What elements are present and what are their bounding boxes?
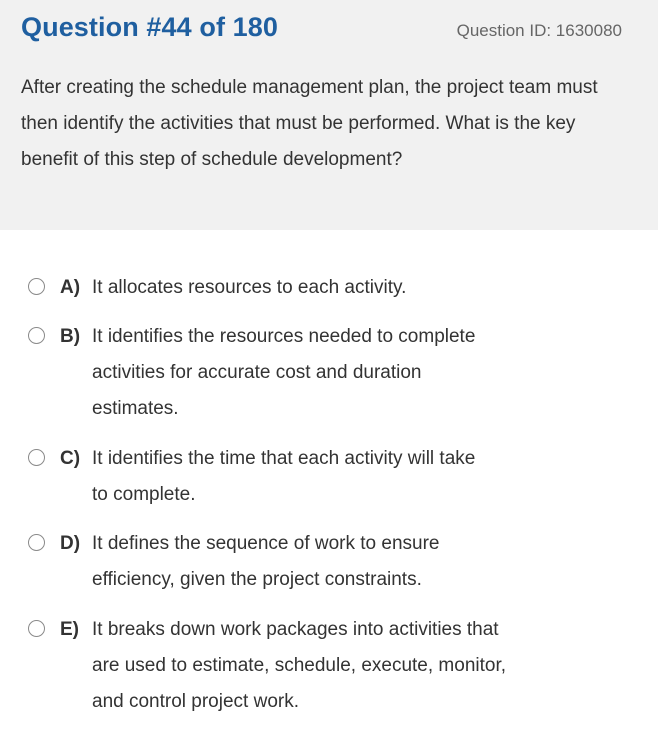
answer-text: It identifies the resources needed to complete activities for accurate cost and duration estimates. [92, 326, 476, 419]
radio-button-a[interactable] [28, 278, 45, 295]
radio-button-c[interactable] [28, 449, 45, 466]
answer-letter: B) [60, 326, 81, 347]
question-panel [0, 0, 658, 230]
answer-text: It breaks down work packages into activities that are used to estimate, schedule, execute, monitor, and control project work. [92, 619, 507, 712]
radio-button-d[interactable] [28, 534, 45, 551]
answer-text: It identifies the time that each activity will take to complete. [92, 448, 476, 505]
answer-letter: D) [60, 533, 81, 554]
answer-letter: A) [60, 277, 81, 298]
question-text: After creating the schedule management plan, the project team must then identify the activities that must be performed. What is the key benefit of this step of schedule development? [21, 77, 598, 170]
radio-button-b[interactable] [28, 327, 45, 344]
answer-letter: E) [60, 619, 79, 640]
question-title: Question #44 of 180 [21, 12, 278, 42]
answer-text: It defines the sequence of work to ensure efficiency, given the project constraints. [92, 533, 440, 590]
answer-text: It allocates resources to each activity. [92, 277, 407, 298]
radio-button-e[interactable] [28, 620, 45, 637]
question-id: Question ID: 1630080 [456, 21, 622, 40]
answer-letter: C) [60, 448, 81, 469]
